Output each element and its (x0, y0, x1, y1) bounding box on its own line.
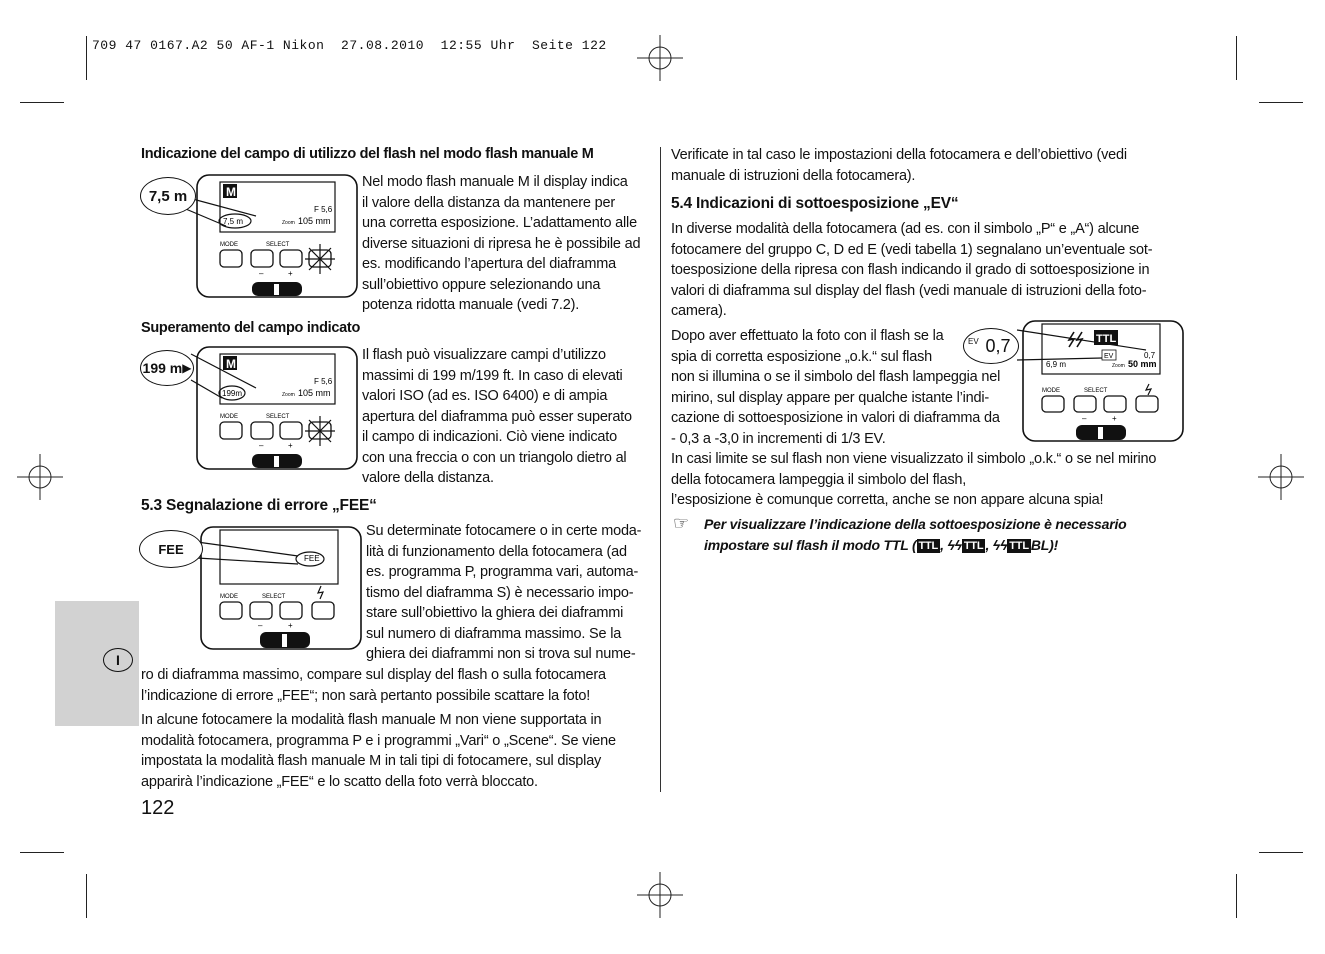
display-zoom-label: Zoom (282, 220, 295, 226)
svg-text:MODE: MODE (220, 594, 238, 600)
svg-text:Zoom: Zoom (1112, 363, 1125, 369)
registration-mark-icon (637, 872, 683, 918)
crop-mark (1259, 852, 1303, 853)
section-title-fee: 5.3 Segnalazione di errore „FEE“ (141, 497, 377, 514)
arrow-right-icon: ▶ (182, 361, 192, 375)
registration-mark-icon (1258, 454, 1304, 500)
crop-mark (86, 874, 87, 918)
svg-text:+: + (288, 269, 293, 278)
paragraph-fee-full: ro di diaframma massimo, compare sul display del flash o sulla fotocamera l’indicazione di errore „FEE“; non sarà pertanto possibile scattare la foto! (141, 667, 606, 704)
svg-text:+: + (288, 621, 293, 630)
page-number: 122 (141, 797, 175, 819)
svg-text:6,9 m: 6,9 m (1046, 360, 1067, 369)
svg-text:+: + (288, 441, 293, 450)
flash-display-illustration (1022, 320, 1184, 442)
paragraph-ev-limit: In casi limite se sul flash non viene visualizzato il simbolo „o.k.“ o se nel mirino della fotocamera lampeggia il simbolo del flash, l’esposizione è comunque corretta, anche se non appare alcuna spia! (671, 451, 1157, 508)
svg-text:F 5,6: F 5,6 (314, 377, 333, 386)
section-title-ev: 5.4 Indicazioni di sottoesposizione „EV“ (671, 195, 959, 212)
registration-mark-icon (637, 35, 683, 81)
print-header: 709 47 0167.A2 50 AF-1 Nikon 27.08.2010 12:55 Uhr Seite 122 (92, 38, 607, 53)
crop-mark (20, 852, 64, 853)
section-title-flash-range: Indicazione del campo di utilizzo del flash nel modo flash manuale M (141, 146, 594, 162)
svg-text:SELECT: SELECT (262, 594, 286, 600)
svg-text:–: – (259, 269, 264, 278)
paragraph-ev-underexposure: non si illumina o se il simbolo del flash lampeggia nel mirino, sul display appare per qualche istante l’indi- cazione di sottoesposizione in valori di diaframma da - 0,3 a -3,0 in incrementi di 1/3 EV. (671, 369, 1001, 447)
svg-text:0,7: 0,7 (1144, 351, 1156, 360)
paragraph-range-exceeded: Il flash può visualizzare campi d’utilizzo massimi di 199 m/199 ft. In caso di elevati valori ISO (ad es. ISO 6400) e di ampia apertura del diaframma può esser superato il campo di indicazioni. Ciò viene indicato con una freccia o con un triangolo dietro al valore della distanza. (362, 347, 632, 486)
device-mode-label: MODE (220, 242, 238, 248)
svg-text:–: – (258, 621, 263, 630)
paragraph-flash-range: Nel modo flash manuale M il display indica il valore della distanza da mantenere per una corretta esposizione. L’adattamento alle diverse situazioni di ripresa he è possibile ad es. modificando l’apertura del diaframma sull’obiettivo oppure selezionando una potenza ridotta manuale (vedi 7.2). (362, 174, 641, 313)
flash-display-illustration (200, 526, 362, 650)
callout-max-distance: 199 m ▶ (140, 350, 194, 386)
crop-mark (86, 36, 87, 80)
svg-text:M: M (226, 357, 236, 371)
section-title-range-exceeded: Superamento del campo indicato (141, 320, 361, 336)
crop-mark (1236, 874, 1237, 918)
paragraph-check-settings: Verificate in tal caso le impostazioni della fotocamera e dell’obiettivo (vedi manuale di istruzioni della fotocamera). (671, 147, 1127, 184)
svg-text:FEE: FEE (304, 554, 320, 563)
svg-text:–: – (259, 441, 264, 450)
display-aperture: F 5,6 (314, 205, 333, 214)
flash-display-illustration (196, 346, 358, 470)
flash-display-illustration (196, 174, 358, 298)
paragraph-fee-side: Su determinate fotocamere o in certe moda- lità di funzionamento della fotocamera (ad es. programma P, programma vari, automa- tismo del diaframma S) è necessario impo- stare sull’obiettivo la ghiera dei diaframmi sul numero di diaframma massimo. Se la ghiera dei diaframmi non si trova sul nume- (366, 523, 642, 662)
svg-text:–: – (1082, 414, 1087, 423)
column-divider (660, 147, 661, 792)
note-ttl-mode: Per visualizzare l’indicazione della sottoesposizione è necessario impostare sul flash il modo TTL ( TTL , ϟϟ TTL , ϟϟ TTL BL)! (704, 516, 1127, 553)
registration-mark-icon (17, 454, 63, 500)
svg-text:199m: 199m (222, 389, 243, 398)
display-mode: M (226, 185, 236, 199)
paragraph-ev-side: Dopo aver effettuato la foto con il flash se la spia di corretta esposizione „o.k.“ sul flash (671, 328, 944, 365)
flash-symbol-icon: ϟϟ (992, 537, 1008, 553)
svg-text:SELECT: SELECT (1084, 388, 1108, 394)
pointing-hand-icon: ☞ (673, 513, 690, 533)
device-select-label: SELECT (266, 242, 290, 248)
paragraph-fee-manual: In alcune fotocamere la modalità flash manuale M non viene supportata in modalità fotocamera, programma P e i programmi „Vari“ o „Scene“. Se viene impostata la modalità flash manuale M in tali tipi di fotocamere, sul display apparirà l’indicazione „FEE“ e lo scatto della foto verrà bloccato. (141, 712, 616, 790)
display-zoom-value: 105 mm (298, 216, 331, 226)
svg-text:50 mm: 50 mm (1128, 359, 1157, 369)
language-tab-letter: I (103, 648, 133, 672)
svg-text:SELECT: SELECT (266, 414, 290, 420)
svg-text:Zoom: Zoom (282, 392, 295, 398)
svg-text:105 mm: 105 mm (298, 388, 331, 398)
callout-distance: 7,5 m (140, 177, 196, 215)
display-distance: 7,5 m (223, 217, 244, 226)
svg-text:MODE: MODE (220, 414, 238, 420)
crop-mark (20, 102, 64, 103)
paragraph-ev-intro: In diverse modalità della fotocamera (ad es. con il simbolo „P“ e „A“) alcune fotocamere del gruppo C, D ed E (vedi tabella 1) segnalano un’eventuale sot- toesposizione della ripresa con flash indicando il grado di sottoesposizione in valori di diaframma sul display del flash (vedi manuale di istruzioni della foto- camera). (671, 221, 1153, 319)
svg-text:+: + (1112, 414, 1117, 423)
svg-text:EV: EV (1104, 353, 1114, 360)
flash-symbol-icon: ϟϟ (947, 537, 962, 553)
callout-ev-value: EV 0,7 (963, 328, 1019, 364)
svg-text:TTL: TTL (1096, 333, 1117, 345)
callout-fee: FEE (139, 530, 203, 568)
svg-text:MODE: MODE (1042, 388, 1060, 394)
crop-mark (1259, 102, 1303, 103)
crop-mark (1236, 36, 1237, 80)
